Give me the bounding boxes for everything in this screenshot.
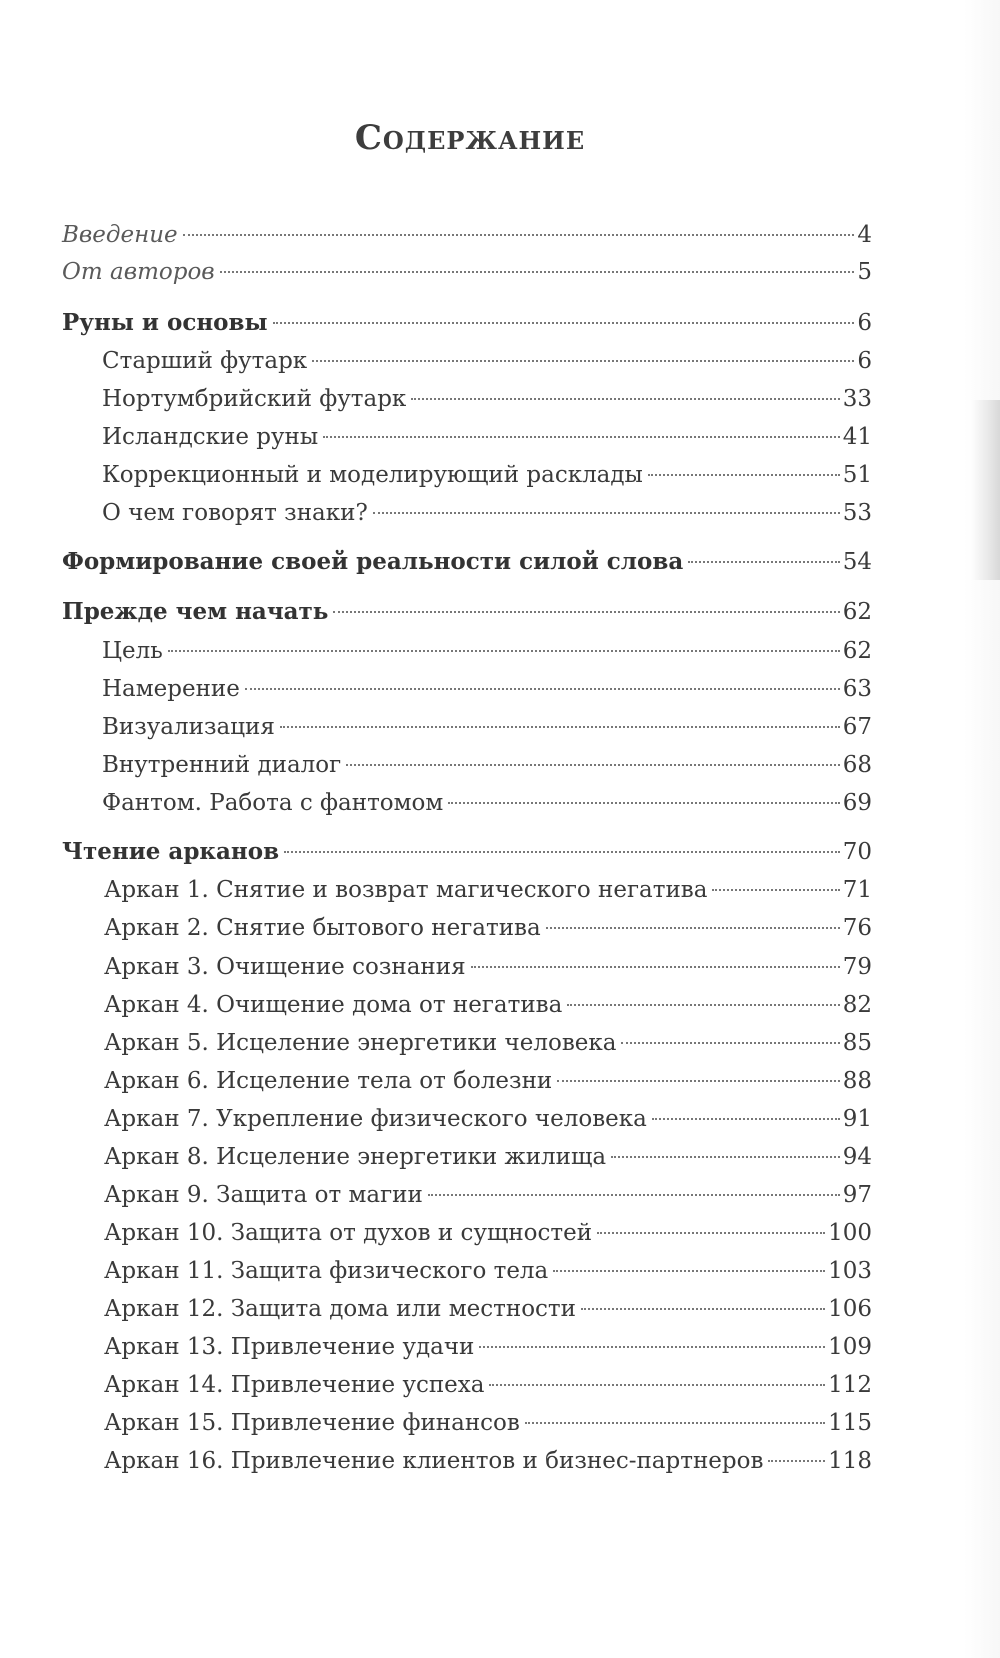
toc-entry-page-number: 62 (842, 638, 872, 664)
toc-entry (62, 305, 872, 341)
toc-entry-label: Аркан 15. Привлечение финансов (104, 1410, 520, 1436)
dot-leader (621, 1042, 839, 1044)
dot-leader (768, 1460, 825, 1462)
toc-entry (62, 747, 872, 783)
dot-leader (712, 889, 839, 891)
dot-leader (373, 512, 840, 514)
toc-entry (62, 1139, 872, 1175)
dot-leader (333, 611, 839, 613)
toc-entry-label: Исландские руны (102, 424, 319, 450)
toc-entry (62, 1253, 872, 1289)
toc-entry-label: Нортумбрийский футарк (102, 386, 407, 412)
toc-entry (62, 1177, 872, 1213)
toc-entry-page-number: 51 (842, 462, 872, 488)
toc-entry-label: Визуализация (102, 714, 275, 740)
toc-entry (62, 1063, 872, 1099)
toc-entry-page-number: 79 (842, 954, 872, 980)
toc-entry-page-number: 103 (828, 1258, 872, 1284)
toc-entry-label: Аркан 1. Снятие и возврат магического негатива (104, 877, 708, 903)
toc-entry-label: Чтение арканов (62, 838, 280, 865)
toc-entry-page-number: 68 (842, 752, 872, 778)
dot-leader (471, 966, 840, 968)
toc-entry (62, 709, 872, 745)
toc-entry (62, 1215, 872, 1251)
toc-entry-label: Цель (102, 638, 163, 664)
toc-entry-page-number: 70 (842, 839, 872, 865)
toc-entry (62, 834, 872, 870)
toc-entry-label: Фантом. Работа с фантомом (102, 790, 444, 816)
toc-entry-page-number: 53 (842, 500, 872, 526)
toc-entry-page-number: 6 (857, 310, 872, 336)
toc-entry (62, 987, 872, 1023)
toc-entry (62, 254, 872, 290)
toc-entry (62, 1101, 872, 1137)
toc-entry-label: Введение (62, 222, 178, 248)
toc-entry-page-number: 54 (842, 549, 872, 575)
toc-entry (62, 910, 872, 946)
toc-entry-label: Аркан 9. Защита от магии (104, 1182, 423, 1208)
toc-entry-page-number: 63 (842, 676, 872, 702)
dot-leader (581, 1308, 825, 1310)
toc-entry (62, 872, 872, 908)
toc-entry-page-number: 33 (842, 386, 872, 412)
toc-entry-label: Намерение (102, 676, 240, 702)
dot-leader (428, 1194, 840, 1196)
toc-entry (62, 1367, 872, 1403)
toc-entry-page-number: 69 (842, 790, 872, 816)
toc-entry-label: Коррекционный и моделирующий расклады (102, 462, 643, 488)
dot-leader (597, 1232, 825, 1234)
toc-entry-page-number: 97 (842, 1182, 872, 1208)
toc-entry-label: Аркан 5. Исцеление энергетики человека (104, 1030, 617, 1056)
toc-entry-label: Аркан 7. Укрепление физического человека (104, 1106, 647, 1132)
dot-leader (567, 1004, 839, 1006)
toc-entry (62, 343, 872, 379)
toc-entry (62, 495, 872, 531)
toc-entry-label: Аркан 6. Исцеление тела от болезни (104, 1068, 553, 1094)
toc-entry (62, 419, 872, 455)
toc-entry-label: Внутренний диалог (102, 752, 342, 778)
toc-entry (62, 1443, 872, 1479)
toc-entry-page-number: 6 (857, 348, 872, 374)
toc-entry (62, 949, 872, 985)
dot-leader (648, 474, 840, 476)
toc-entry-page-number: 88 (842, 1068, 872, 1094)
toc-entry (62, 594, 872, 630)
toc-entry (62, 381, 872, 417)
toc-entry (62, 457, 872, 493)
page-edge-shadow (964, 0, 1000, 1658)
dot-leader (245, 688, 840, 690)
dot-leader (479, 1346, 825, 1348)
toc-entry-page-number: 118 (828, 1448, 872, 1474)
toc-entry (62, 1025, 872, 1061)
toc-entry-label: Аркан 16. Привлечение клиентов и бизнес-партнеров (104, 1448, 764, 1474)
dot-leader (280, 726, 840, 728)
dot-leader (284, 851, 840, 853)
page-edge-tab (970, 400, 1000, 580)
toc-entry-label: Аркан 13. Привлечение удачи (104, 1334, 475, 1360)
toc-entry-page-number: 67 (842, 714, 872, 740)
toc-entry (62, 671, 872, 707)
toc-entry-label: Аркан 4. Очищение дома от негатива (104, 992, 563, 1018)
toc-entry-page-number: 85 (842, 1030, 872, 1056)
dot-leader (489, 1384, 825, 1386)
toc-entry-label: О чем говорят знаки? (102, 500, 368, 526)
toc-entry-label: От авторов (62, 259, 215, 285)
toc-entry-label: Аркан 10. Защита от духов и сущностей (104, 1220, 593, 1246)
toc-entry-page-number: 115 (828, 1410, 872, 1436)
dot-leader (168, 650, 840, 652)
toc-entry-page-number: 100 (828, 1220, 872, 1246)
toc-entry-label: Аркан 11. Защита физического тела (104, 1258, 549, 1284)
toc-entry-label: Аркан 12. Защита дома или местности (104, 1296, 576, 1322)
dot-leader (273, 322, 855, 324)
dot-leader (652, 1118, 840, 1120)
dot-leader (312, 360, 854, 362)
dot-leader (546, 927, 840, 929)
toc-entry (62, 633, 872, 669)
dot-leader (323, 436, 840, 438)
toc-entry-label: Прежде чем начать (62, 598, 329, 625)
toc-entry-label: Старший футарк (102, 348, 308, 374)
toc-entry (62, 785, 872, 821)
toc-entry-page-number: 106 (828, 1296, 872, 1322)
toc-entry (62, 217, 872, 253)
toc-entry (62, 1405, 872, 1441)
dot-leader (688, 561, 839, 563)
dot-leader (346, 764, 840, 766)
dot-leader (553, 1270, 825, 1272)
toc-entry-label: Руны и основы (62, 309, 268, 336)
toc-entry-page-number: 5 (857, 259, 872, 285)
toc-entry-page-number: 82 (842, 992, 872, 1018)
dot-leader (448, 802, 839, 804)
toc-entry-page-number: 62 (842, 599, 872, 625)
toc-entry-label: Формирование своей реальности силой слова (62, 548, 684, 575)
toc-entry (62, 1329, 872, 1365)
toc-entry-page-number: 112 (828, 1372, 872, 1398)
toc-entry (62, 1291, 872, 1327)
toc-entry-label: Аркан 3. Очищение сознания (104, 954, 466, 980)
toc-entry (62, 544, 872, 580)
dot-leader (525, 1422, 825, 1424)
toc-entry-page-number: 41 (842, 424, 872, 450)
toc-entry-page-number: 76 (842, 915, 872, 941)
toc-entry-page-number: 71 (842, 877, 872, 903)
toc-entry-page-number: 94 (842, 1144, 872, 1170)
dot-leader (411, 398, 839, 400)
dot-leader (220, 271, 855, 273)
dot-leader (557, 1080, 839, 1082)
dot-leader (611, 1156, 840, 1158)
toc-entry-page-number: 91 (842, 1106, 872, 1132)
dot-leader (183, 234, 855, 236)
toc-entry-label: Аркан 14. Привлечение успеха (104, 1372, 485, 1398)
toc-entry-page-number: 4 (857, 222, 872, 248)
page-title: Содержание (354, 118, 586, 158)
toc-entry-label: Аркан 2. Снятие бытового негатива (104, 915, 541, 941)
toc-entry-label: Аркан 8. Исцеление энергетики жилища (104, 1144, 607, 1170)
toc-entry-page-number: 109 (828, 1334, 872, 1360)
